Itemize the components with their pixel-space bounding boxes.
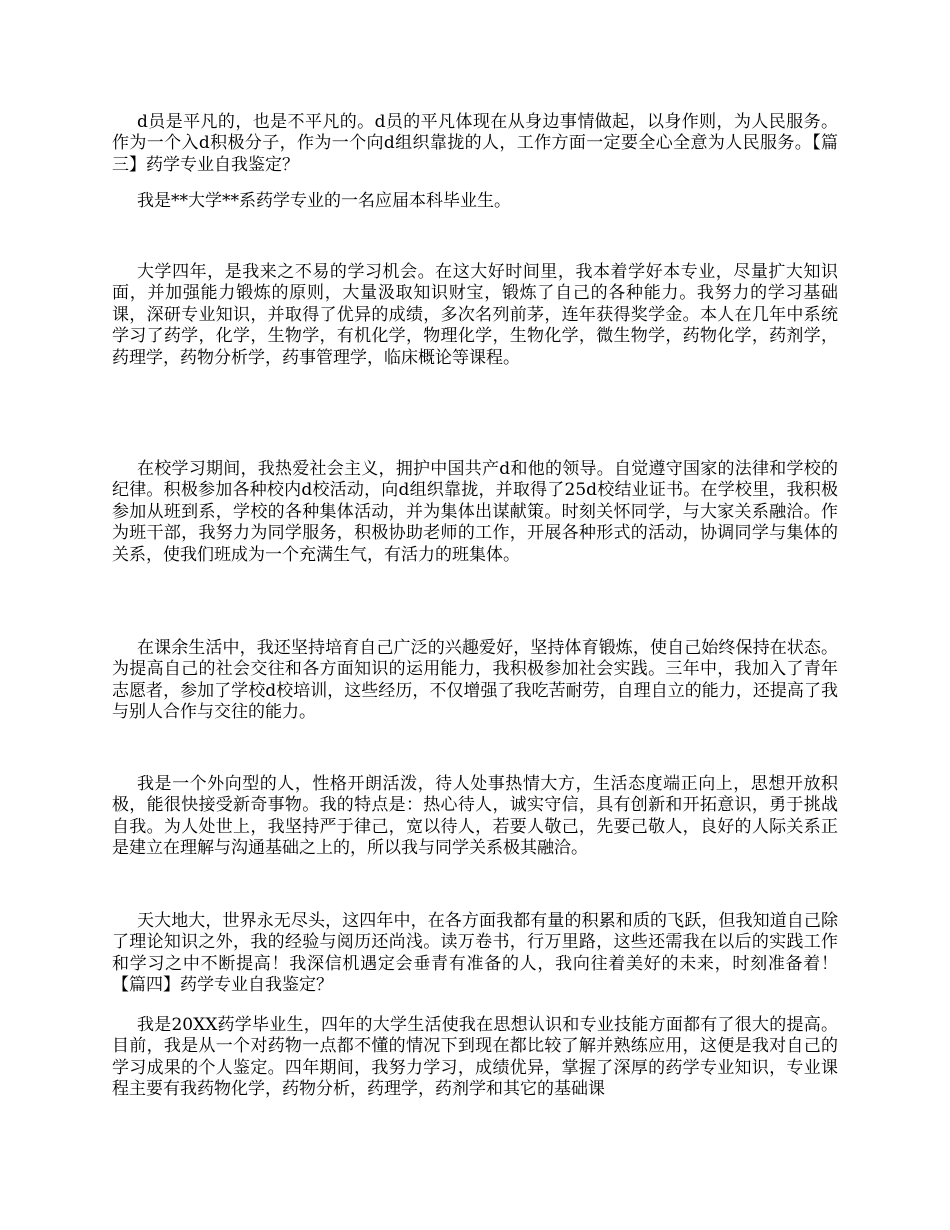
paragraph-graduate-summary: 我是20XX药学毕业生，四年的大学生活使我在思想认识和专业技能方面都有了很大的提高。目前，我是从一个对药物一点都不懂的情况下到现在都比较了解并熟练应用，这便是我对自己的学习成果的个人鉴定。四年期间，我努力学习，成绩优异，掌握了深厚的药学专业知识，专业课程主要有我药物化学，药物分析，药理学，药剂学和其它的基础课: [112, 1015, 838, 1100]
paragraph-university-study: 大学四年，是我来之不易的学习机会。在这大好时间里，我本着学好本专业，尽量扩大知识面，并加强能力锻炼的原则，大量汲取知识财宝，锻炼了自己的各种能力。我努力的学习基础课，深研专业知识，并取得了优异的成绩，多次名列前茅，连年获得奖学金。本人在几年中系统学习了药学，化学，生物学，有机化学，物理化学，生物化学，微生物学，药物化学，药剂学，药理学，药物分析学，药事管理学，临床概论等课程。: [112, 262, 838, 368]
paragraph-self-introduction: 我是**大学**系药学专业的一名应届本科毕业生。: [137, 191, 511, 211]
paragraph-extracurricular: 在课余生活中，我还坚持培育自己广泛的兴趣爱好，坚持体育锻炼，使自己始终保持在状态。为提高自己的社会交往和各方面知识的运用能力，我积极参加社会实践。三年中，我加入了青年志愿者，参加了学校d校培训，这些经历，不仅增强了我吃苦耐劳，自理自立的能力，还提高了我与别人合作与交往的能力。: [112, 638, 838, 723]
paragraph-future: 天大地大，世界永无尽头，这四年中，在各方面我都有量的积累和质的飞跃，但我知道自己除了理论知识之外，我的经验与阅历还尚浅。读万卷书，行万里路，这些还需我在以后的实践工作和学习之中不断提高！我深信机遇定会垂青有准备的人，我向往着美好的未来，时刻准备着！【篇四】药学专业自我鉴定？: [112, 911, 838, 996]
paragraph-personality: 我是一个外向型的人，性格开朗活泼，待人处事热情大方，生活态度端正向上，思想开放积极，能很快接受新奇事物。我的特点是：热心待人，诚实守信，具有创新和开拓意识，勇于挑战自我。为人处世上，我坚持严于律己，宽以待人，若要人敬己，先要己敬人，良好的人际关系正是建立在理解与沟通基础之上的，所以我与同学关系极其融洽。: [112, 774, 838, 859]
paragraph-party-member: d员是平凡的，也是不平凡的。d员的平凡体现在从身边事情做起，以身作则，为人民服务。作为一个入d积极分子，作为一个向d组织靠拢的人，工作方面一定要全心全意为人民服务。【篇三】药学专业自我鉴定？: [112, 112, 838, 175]
paragraph-campus-life: 在校学习期间，我热爱社会主义，拥护中国共产d和他的领导。自觉遵守国家的法律和学校的纪律。积极参加各种校内d校活动，向d组织靠拢，并取得了25d校结业证书。在学校里，我积极参加从班到系，学校的各种集体活动，并为集体出谋献策。时刻关怀同学，与大家关系融洽。作为班干部，我努力为同学服务，积极协助老师的工作，开展各种形式的活动，协调同学与集体的关系，使我们班成为一个充满生气，有活力的班集体。: [112, 459, 838, 565]
